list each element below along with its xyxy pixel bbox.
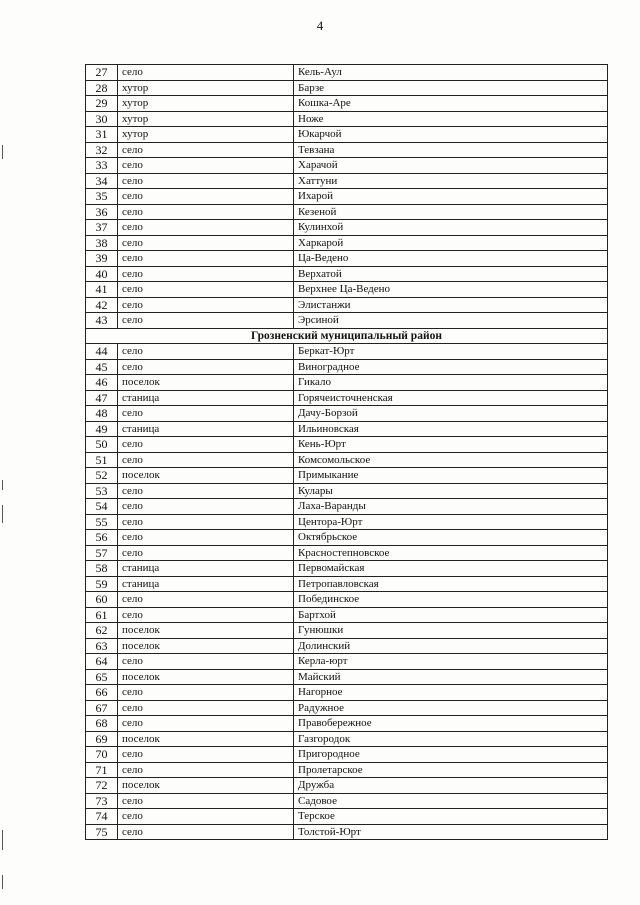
- settlement-type: село: [118, 483, 294, 499]
- table-row: [86, 158, 608, 174]
- table-row: [86, 468, 608, 484]
- table-row: [86, 638, 608, 654]
- settlement-name: Юкарчой: [294, 127, 608, 143]
- table-row: [86, 189, 608, 205]
- table-row: [86, 297, 608, 313]
- settlement-name: Кень-Юрт: [294, 437, 608, 453]
- settlement-type: село: [118, 685, 294, 701]
- settlement-name: Гикало: [294, 375, 608, 391]
- settlement-name: Элистанжи: [294, 297, 608, 313]
- table-row: [86, 452, 608, 468]
- table-row: [86, 499, 608, 515]
- settlement-type: село: [118, 251, 294, 267]
- table-row: [86, 685, 608, 701]
- settlement-name: Газгородок: [294, 731, 608, 747]
- settlement-type: село: [118, 530, 294, 546]
- settlement-type: село: [118, 142, 294, 158]
- settlement-name: Ца-Ведено: [294, 251, 608, 267]
- row-number: 39: [86, 251, 118, 267]
- scan-edge-mark: [2, 875, 3, 889]
- settlement-type: село: [118, 762, 294, 778]
- row-number: 49: [86, 421, 118, 437]
- row-number: 57: [86, 545, 118, 561]
- table-row: [86, 96, 608, 112]
- table-row: [86, 654, 608, 670]
- settlement-name: Верхатой: [294, 266, 608, 282]
- section-row: [86, 328, 608, 344]
- settlement-type: село: [118, 189, 294, 205]
- settlement-type: село: [118, 499, 294, 515]
- row-number: 65: [86, 669, 118, 685]
- row-number: 41: [86, 282, 118, 298]
- settlement-type: село: [118, 158, 294, 174]
- row-number: 40: [86, 266, 118, 282]
- row-number: 63: [86, 638, 118, 654]
- row-number: 29: [86, 96, 118, 112]
- row-number: 58: [86, 561, 118, 577]
- settlement-name: Барзе: [294, 80, 608, 96]
- section-title: Грозненский муниципальный район: [86, 328, 608, 344]
- table-row: [86, 762, 608, 778]
- table-row: [86, 313, 608, 329]
- settlement-name: Керла-юрт: [294, 654, 608, 670]
- row-number: 68: [86, 716, 118, 732]
- row-number: 45: [86, 359, 118, 375]
- row-number: 72: [86, 778, 118, 794]
- settlement-type: село: [118, 654, 294, 670]
- settlement-name: Кошка-Аре: [294, 96, 608, 112]
- settlement-type: село: [118, 793, 294, 809]
- settlement-type: село: [118, 592, 294, 608]
- settlement-type: хутор: [118, 96, 294, 112]
- scan-edge-mark: [2, 480, 3, 490]
- table-row: [86, 561, 608, 577]
- table-row: [86, 607, 608, 623]
- settlement-name: Ихарой: [294, 189, 608, 205]
- settlement-type: поселок: [118, 638, 294, 654]
- row-number: 34: [86, 173, 118, 189]
- settlement-name: Первомайская: [294, 561, 608, 577]
- settlement-type: хутор: [118, 127, 294, 143]
- settlement-type: село: [118, 747, 294, 763]
- settlement-name: Виноградное: [294, 359, 608, 375]
- scan-edge-mark: [2, 505, 3, 523]
- settlement-name: Беркат-Юрт: [294, 344, 608, 360]
- settlements-table: [85, 64, 608, 840]
- table-row: [86, 421, 608, 437]
- row-number: 30: [86, 111, 118, 127]
- table-row: [86, 731, 608, 747]
- settlement-type: поселок: [118, 623, 294, 639]
- settlement-type: село: [118, 204, 294, 220]
- settlement-name: Хаттуни: [294, 173, 608, 189]
- settlement-name: Эрсиной: [294, 313, 608, 329]
- row-number: 52: [86, 468, 118, 484]
- table-row: [86, 669, 608, 685]
- table-row: [86, 359, 608, 375]
- settlement-name: Комсомольское: [294, 452, 608, 468]
- settlement-name: Майский: [294, 669, 608, 685]
- settlement-type: село: [118, 809, 294, 825]
- settlement-type: село: [118, 824, 294, 840]
- table-row: [86, 204, 608, 220]
- settlement-type: село: [118, 716, 294, 732]
- table-row: [86, 592, 608, 608]
- row-number: 33: [86, 158, 118, 174]
- table-row: [86, 65, 608, 81]
- settlement-name: Пригородное: [294, 747, 608, 763]
- row-number: 55: [86, 514, 118, 530]
- row-number: 31: [86, 127, 118, 143]
- settlement-name: Побединское: [294, 592, 608, 608]
- settlement-type: станица: [118, 561, 294, 577]
- table-row: [86, 220, 608, 236]
- settlement-type: поселок: [118, 669, 294, 685]
- settlement-type: село: [118, 545, 294, 561]
- settlement-type: село: [118, 700, 294, 716]
- table-row: [86, 142, 608, 158]
- row-number: 62: [86, 623, 118, 639]
- settlement-type: станица: [118, 421, 294, 437]
- settlement-type: село: [118, 266, 294, 282]
- row-number: 75: [86, 824, 118, 840]
- table-row: [86, 406, 608, 422]
- settlement-name: Октябрьское: [294, 530, 608, 546]
- settlement-type: село: [118, 235, 294, 251]
- row-number: 47: [86, 390, 118, 406]
- settlement-name: Радужное: [294, 700, 608, 716]
- settlement-name: Ноже: [294, 111, 608, 127]
- table-row: [86, 809, 608, 825]
- table-row: [86, 700, 608, 716]
- settlement-name: Центора-Юрт: [294, 514, 608, 530]
- row-number: 66: [86, 685, 118, 701]
- table-row: [86, 80, 608, 96]
- row-number: 67: [86, 700, 118, 716]
- row-number: 38: [86, 235, 118, 251]
- settlement-type: село: [118, 65, 294, 81]
- row-number: 37: [86, 220, 118, 236]
- settlement-name: Кулары: [294, 483, 608, 499]
- settlement-name: Лаха-Варанды: [294, 499, 608, 515]
- row-number: 54: [86, 499, 118, 515]
- row-number: 46: [86, 375, 118, 391]
- settlement-type: село: [118, 297, 294, 313]
- settlement-name: Нагорное: [294, 685, 608, 701]
- row-number: 74: [86, 809, 118, 825]
- row-number: 28: [86, 80, 118, 96]
- table-row: [86, 344, 608, 360]
- row-number: 32: [86, 142, 118, 158]
- row-number: 43: [86, 313, 118, 329]
- table-row: [86, 375, 608, 391]
- settlement-name: Петропавловская: [294, 576, 608, 592]
- table-row: [86, 390, 608, 406]
- table-row: [86, 111, 608, 127]
- settlement-type: село: [118, 220, 294, 236]
- table-row: [86, 235, 608, 251]
- row-number: 44: [86, 344, 118, 360]
- table-row: [86, 127, 608, 143]
- settlement-name: Толстой-Юрт: [294, 824, 608, 840]
- row-number: 27: [86, 65, 118, 81]
- settlement-name: Пролетарское: [294, 762, 608, 778]
- settlement-name: Харачой: [294, 158, 608, 174]
- settlement-name: Дружба: [294, 778, 608, 794]
- settlement-type: село: [118, 437, 294, 453]
- table-row: [86, 530, 608, 546]
- settlement-type: хутор: [118, 111, 294, 127]
- row-number: 59: [86, 576, 118, 592]
- settlement-type: село: [118, 406, 294, 422]
- settlement-name: Тевзана: [294, 142, 608, 158]
- settlement-type: село: [118, 173, 294, 189]
- settlement-type: село: [118, 313, 294, 329]
- settlement-type: село: [118, 359, 294, 375]
- row-number: 64: [86, 654, 118, 670]
- settlement-type: поселок: [118, 731, 294, 747]
- settlement-type: поселок: [118, 778, 294, 794]
- settlement-name: Гунюшки: [294, 623, 608, 639]
- row-number: 60: [86, 592, 118, 608]
- row-number: 56: [86, 530, 118, 546]
- settlement-type: село: [118, 607, 294, 623]
- settlement-name: Верхнее Ца-Ведено: [294, 282, 608, 298]
- settlement-type: поселок: [118, 375, 294, 391]
- table-row: [86, 576, 608, 592]
- row-number: 36: [86, 204, 118, 220]
- settlement-name: Ильиновская: [294, 421, 608, 437]
- settlement-type: село: [118, 344, 294, 360]
- table-row: [86, 173, 608, 189]
- settlement-name: Горячеисточненская: [294, 390, 608, 406]
- settlement-name: Правобережное: [294, 716, 608, 732]
- settlement-name: Долинский: [294, 638, 608, 654]
- row-number: 50: [86, 437, 118, 453]
- table-row: [86, 623, 608, 639]
- table-row: [86, 514, 608, 530]
- settlement-name: Бартхой: [294, 607, 608, 623]
- row-number: 61: [86, 607, 118, 623]
- table-row: [86, 483, 608, 499]
- row-number: 70: [86, 747, 118, 763]
- row-number: 42: [86, 297, 118, 313]
- page-number: 4: [316, 18, 324, 33]
- row-number: 48: [86, 406, 118, 422]
- settlement-name: Садовое: [294, 793, 608, 809]
- table-row: [86, 716, 608, 732]
- row-number: 53: [86, 483, 118, 499]
- settlement-type: село: [118, 514, 294, 530]
- table-row: [86, 824, 608, 840]
- table-row: [86, 282, 608, 298]
- table-row: [86, 266, 608, 282]
- table-row: [86, 437, 608, 453]
- settlement-type: станица: [118, 390, 294, 406]
- table-row: [86, 793, 608, 809]
- settlement-name: Кель-Аул: [294, 65, 608, 81]
- row-number: 71: [86, 762, 118, 778]
- row-number: 73: [86, 793, 118, 809]
- row-number: 51: [86, 452, 118, 468]
- settlement-type: село: [118, 452, 294, 468]
- settlement-type: станица: [118, 576, 294, 592]
- settlement-name: Терское: [294, 809, 608, 825]
- settlement-name: Примыкание: [294, 468, 608, 484]
- row-number: 69: [86, 731, 118, 747]
- table-row: [86, 251, 608, 267]
- row-number: 35: [86, 189, 118, 205]
- settlement-name: Дачу-Борзой: [294, 406, 608, 422]
- settlement-name: Харкарой: [294, 235, 608, 251]
- settlement-name: Кезеной: [294, 204, 608, 220]
- settlement-name: Кулинхой: [294, 220, 608, 236]
- scan-edge-mark: [2, 145, 3, 159]
- scan-edge-mark: [2, 830, 3, 850]
- settlement-type: поселок: [118, 468, 294, 484]
- settlement-name: Красностепновское: [294, 545, 608, 561]
- table-row: [86, 747, 608, 763]
- table-row: [86, 778, 608, 794]
- table-row: [86, 545, 608, 561]
- settlement-type: хутор: [118, 80, 294, 96]
- settlement-type: село: [118, 282, 294, 298]
